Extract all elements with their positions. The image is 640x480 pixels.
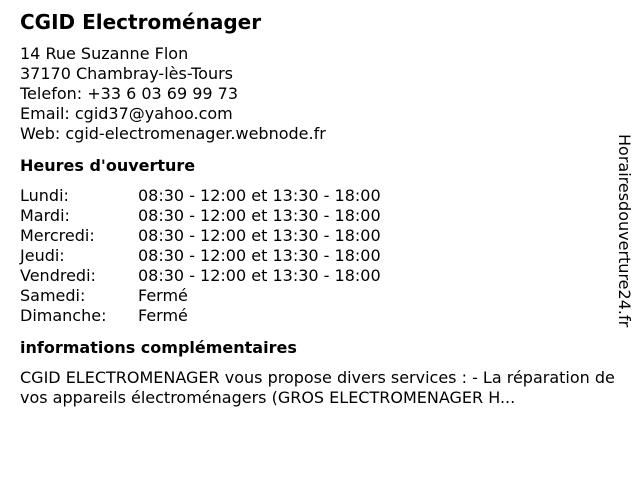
- email-line[interactable]: Email: cgid37@yahoo.com: [20, 104, 233, 123]
- web-line[interactable]: Web: cgid-electromenager.webnode.fr: [20, 124, 326, 143]
- day-label: Mardi:: [20, 206, 70, 225]
- hours-row-sunday: [20, 306, 620, 326]
- day-label: Jeudi:: [20, 246, 65, 265]
- day-label: Dimanche:: [20, 306, 107, 325]
- day-label: Vendredi:: [20, 266, 96, 285]
- day-label: Samedi:: [20, 286, 86, 305]
- hours-table: [20, 186, 620, 326]
- hours-row-tuesday: [20, 206, 620, 226]
- address-line-2: 37170 Chambray-lès-Tours: [20, 64, 234, 83]
- business-card: [20, 8, 620, 408]
- day-time: Fermé: [138, 306, 188, 325]
- info-heading: informations complémentaires: [20, 338, 297, 357]
- info-description: CGID ELECTROMENAGER vous propose divers services : - La réparation de vos appareils électroménagers (GROS ELECTROMENAGER H...: [20, 368, 615, 407]
- contact-block: [20, 44, 620, 144]
- hours-row-friday: [20, 266, 620, 286]
- business-name: CGID Electroménager: [20, 10, 262, 34]
- day-label: Lundi:: [20, 186, 69, 205]
- phone-line[interactable]: Telefon: +33 6 03 69 99 73: [20, 84, 239, 103]
- hours-heading: Heures d'ouverture: [20, 156, 196, 175]
- hours-row-thursday: [20, 246, 620, 266]
- day-time: 08:30 - 12:00 et 13:30 - 18:00: [138, 186, 381, 205]
- site-watermark: Horairesdouverture24.fr: [615, 134, 634, 328]
- day-time: 08:30 - 12:00 et 13:30 - 18:00: [138, 226, 381, 245]
- day-time: Fermé: [138, 286, 188, 305]
- day-time: 08:30 - 12:00 et 13:30 - 18:00: [138, 246, 381, 265]
- address-line-1: 14 Rue Suzanne Flon: [20, 44, 189, 63]
- day-time: 08:30 - 12:00 et 13:30 - 18:00: [138, 206, 381, 225]
- hours-row-monday: [20, 186, 620, 206]
- day-label: Mercredi:: [20, 226, 95, 245]
- hours-row-wednesday: [20, 226, 620, 246]
- hours-row-saturday: [20, 286, 620, 306]
- day-time: 08:30 - 12:00 et 13:30 - 18:00: [138, 266, 381, 285]
